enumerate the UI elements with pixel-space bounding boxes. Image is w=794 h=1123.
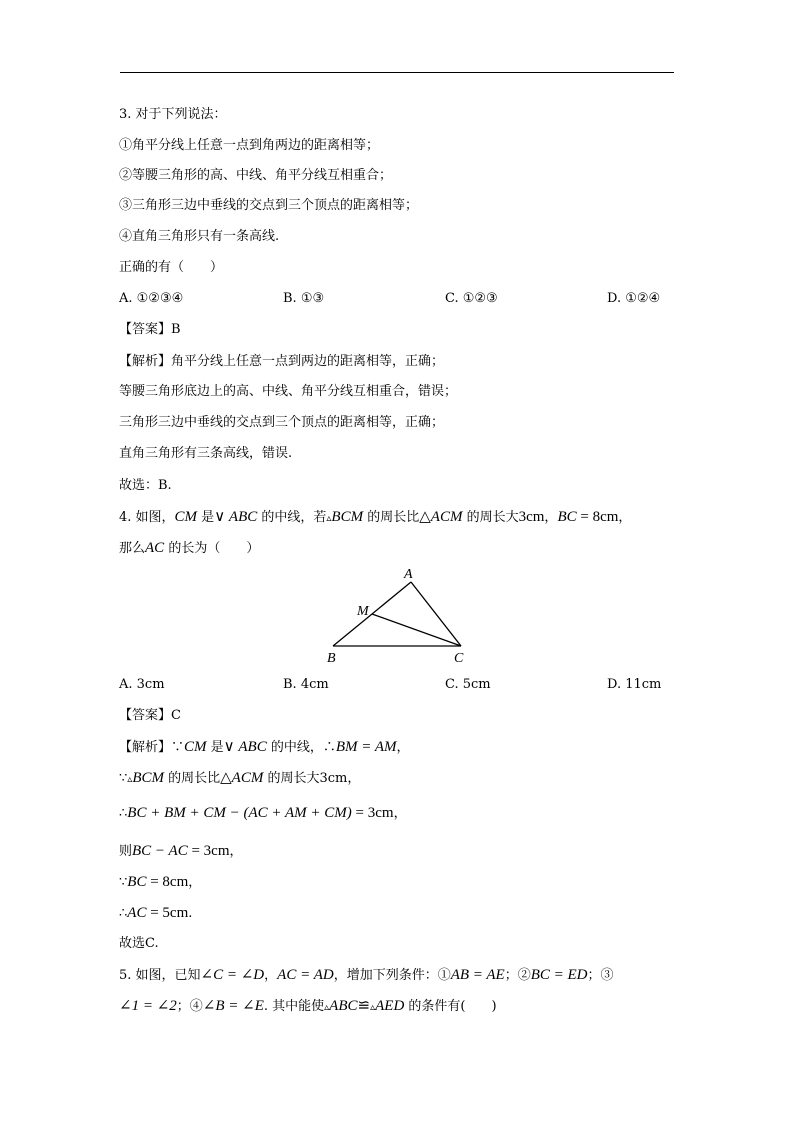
q5-l2-s4: ；④ [176, 999, 203, 1014]
q4-a6-expr: AC [127, 905, 147, 921]
q4-comma: ， [544, 510, 558, 525]
q5-ab-ae: AB = AE [450, 967, 505, 983]
q4-a5-val: = 8cm [146, 874, 189, 890]
q3-option-b: B. ①③ [283, 291, 325, 306]
q4-cm: CM [174, 509, 198, 525]
q4-perim-by: 的周长大 [462, 510, 519, 525]
q4-a4-pre: 则 [119, 844, 133, 859]
q3-analysis-4: 直角三角形有三条高线，错误. [119, 446, 293, 461]
q5-l1-sep: ， [264, 968, 278, 983]
q4-stem-line-2 [119, 540, 259, 557]
label-c: C [454, 651, 464, 666]
q4-a5-end: ， [188, 875, 202, 890]
q4-a1-is: 是 [206, 740, 224, 755]
q4-acm: ACM [430, 509, 463, 525]
q4-conclusion: 故选C. [119, 936, 159, 951]
q4-a3-pre: ∴ [119, 806, 128, 821]
q4-is: 是 [197, 510, 215, 525]
q4-option-c: C. 5cm [445, 677, 491, 692]
q4-bc: BC [557, 509, 577, 525]
q5-ac-ad: AC = AD [277, 967, 334, 983]
q4-option-d: D. 11cm [607, 677, 662, 692]
q4-then: 那么 [119, 541, 146, 556]
q4-a2-bcm: BCM [132, 770, 164, 786]
label-a: A [404, 567, 413, 582]
q4-a1-cm: CM [184, 739, 207, 755]
q4-a5-pre: ∵ [119, 875, 128, 890]
q5-l2-mid: . 其中能使 [263, 999, 325, 1014]
q4-a2-mid: 的周长比 [163, 771, 221, 786]
q5-l1-s3: ；③ [587, 968, 614, 983]
q5-stem-line-2 [119, 998, 497, 1016]
q4-triangle-figure [320, 560, 480, 670]
q5-angle-b-e: ∠B = ∠E [202, 998, 264, 1014]
q4-stem-line-1 [119, 509, 631, 527]
q4-bcm: BCM [331, 509, 364, 525]
q5-abc: ABC [329, 998, 358, 1014]
q4-a4-val: = 3cm [187, 843, 230, 859]
q4-length-ask: 的长为（ ） [164, 541, 260, 556]
q4-analysis-5 [119, 874, 201, 891]
q5-angle-1-2: ∠1 = ∠2 [119, 998, 177, 1014]
q4-a6-pre: ∴ [119, 906, 128, 921]
q3-option-d: D. ①②④ [607, 291, 661, 306]
q4-a1-abc: ∨ ABC [223, 739, 267, 755]
label-b: B [327, 651, 336, 666]
q5-l1-pre: 5. 如图，已知 [119, 968, 201, 983]
segment-cm [372, 614, 461, 646]
q4-option-b: B. 4cm [283, 677, 329, 692]
q4-perim-more: 的周长比 [363, 510, 420, 525]
q4-3cm: 3cm [518, 509, 545, 525]
q4-a3-val: = 3cm [351, 805, 394, 821]
q3-statement-1: ①角平分线上任意一点到角两边的距离相等； [119, 138, 380, 153]
q4-answer: 【答案】C [119, 708, 181, 723]
q4-a6-end: . [188, 906, 193, 921]
q4-abc: ∨ ABC [214, 509, 258, 525]
q5-angle-c-d: ∠C = ∠D [200, 967, 265, 983]
q4-a3-expr: BC + BM + CM − (AC + AM + CM) [127, 805, 352, 821]
q4-midline: 的中线，若 [257, 510, 327, 525]
q4-a3-end: ， [393, 806, 407, 821]
q5-stem-line-1 [119, 967, 614, 984]
q4-ac: AC [145, 540, 165, 556]
q4-a2-end: 的周长大3cm， [263, 771, 361, 786]
q5-l1-s2: ；② [504, 968, 531, 983]
q3-analysis-2: 等腰三角形底边上的高、中线、角平分线互相重合，错误； [119, 384, 458, 399]
q3-question: 正确的有（ ） [119, 260, 224, 275]
q5-tri-2: ▵ [370, 1002, 376, 1013]
q4-a4-end: ， [229, 844, 243, 859]
q4-triangle-symbol: ▵ [326, 513, 332, 524]
q4-a2-pre: ∵ [119, 771, 128, 786]
q4-a1-pre: 【解析】∵ [119, 740, 185, 755]
q4-a2-tri2: △ [220, 770, 232, 786]
q3-statement-2: ②等腰三角形的高、中线、角平分线互相重合； [119, 168, 393, 183]
q4-a2-tri: ▵ [127, 774, 133, 785]
q4-a6-val: = 5cm [146, 905, 189, 921]
q3-analysis-1: 【解析】角平分线上任意一点到两边的距离相等，正确； [119, 354, 445, 369]
q4-a1-mid: 的中线，∴ [266, 740, 336, 755]
q3-statement-3: ③三角形三边中垂线的交点到三个顶点的距离相等； [119, 198, 419, 213]
q4-a1-end: ， [396, 740, 410, 755]
q3-stem: 3. 对于下列说法： [119, 107, 227, 122]
q4-analysis-6 [119, 905, 192, 922]
q4-a4-expr: BC − AC [132, 843, 188, 859]
q5-aed: AED [375, 998, 405, 1014]
q5-congruent: ≌ [357, 998, 371, 1014]
q3-conclusion: 故选：B. [119, 478, 172, 493]
q4-comma-2: ， [618, 510, 632, 525]
q3-option-a: A. ①②③④ [119, 291, 184, 306]
q4-a5-expr: BC [127, 874, 147, 890]
q4-analysis-1 [119, 739, 410, 756]
q4-eq-8cm: = 8cm [576, 509, 619, 525]
q5-bc-ed: BC = ED [530, 967, 588, 983]
q4-a2-acm: ACM [231, 770, 264, 786]
q4-analysis-2 [119, 770, 360, 788]
q4-analysis-3 [119, 805, 407, 822]
q3-analysis-3: 三角形三边中垂线的交点到三个顶点的距离相等，正确； [119, 415, 445, 430]
q3-statement-4: ④直角三角形只有一条高线. [119, 229, 280, 244]
q4-number: 4. 如图， [119, 510, 175, 525]
header-rule [120, 72, 674, 73]
q4-triangle-symbol-2: △ [419, 509, 431, 525]
q5-tri-1: ▵ [324, 1002, 330, 1013]
q4-a1-eq: BM = AM [335, 739, 397, 755]
q4-option-a: A. 3cm [119, 677, 165, 692]
q3-answer: 【答案】B [119, 322, 181, 337]
q3-option-c: C. ①②③ [445, 291, 498, 306]
q5-l1-mid: ，增加下列条件：① [333, 968, 451, 983]
label-m: M [357, 604, 369, 619]
q4-analysis-4 [119, 843, 243, 860]
q5-l2-end: 的条件有( ) [404, 999, 497, 1014]
